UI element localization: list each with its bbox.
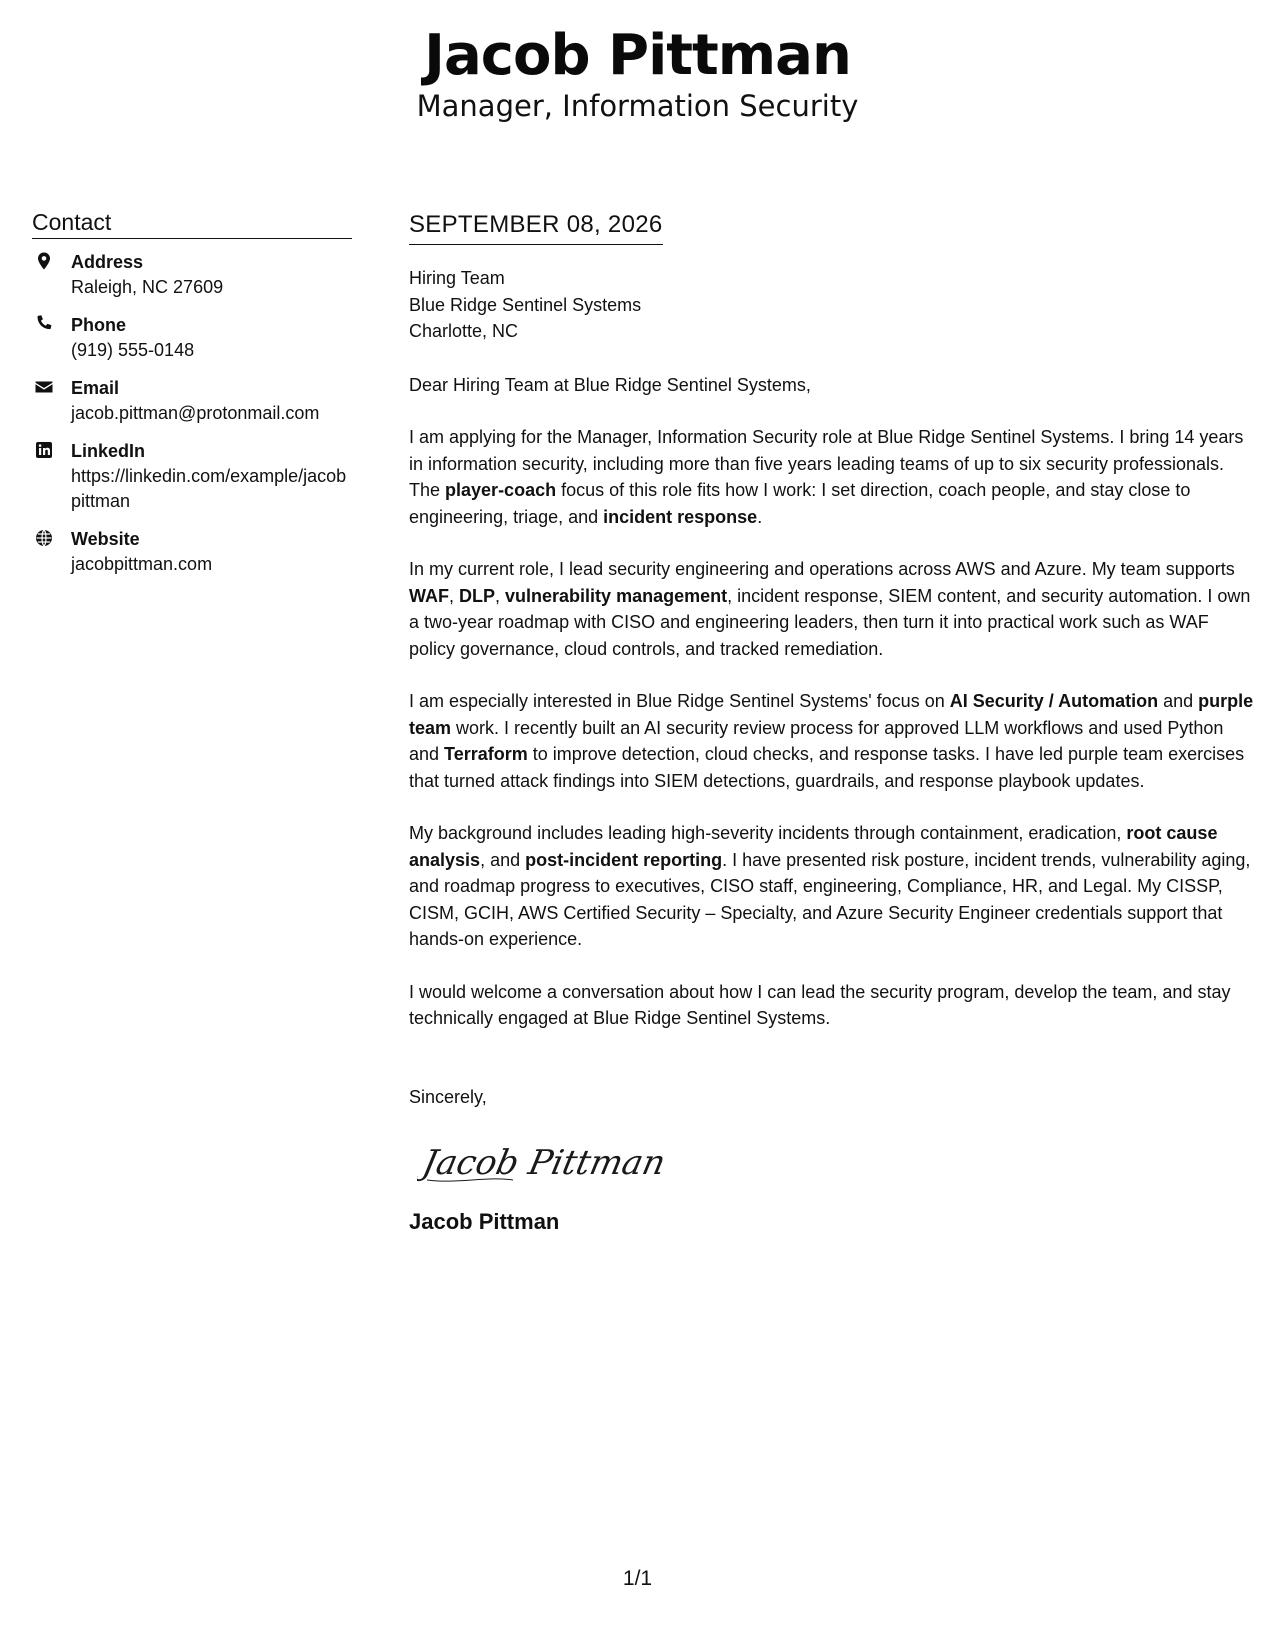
paragraph-text: work. I recently built an AI security review process for approved LLM workflows and used Python and <box>409 717 1224 764</box>
contact-item-email <box>32 375 352 426</box>
signer-name: Jacob Pittman <box>409 1209 560 1234</box>
signature-graphic <box>417 1136 677 1190</box>
recipient-line: Blue Ridge Sentinel Systems <box>409 294 642 315</box>
linkedin-label: LinkedIn <box>71 441 146 461</box>
signature-text: Jacob Pittman <box>419 1143 669 1183</box>
recipient-line: Charlotte, NC <box>409 321 519 341</box>
contact-item-linkedin <box>32 438 352 514</box>
body-paragraph-2 <box>409 556 1255 662</box>
emphasis-text: purple team <box>409 691 1254 738</box>
paragraph-text: My background includes leading high-severity incidents through containment, eradication, <box>409 823 1127 843</box>
contact-item-phone <box>32 312 352 363</box>
paragraph-text: I am applying for the Manager, Information Security role at Blue Ridge Sentinel Systems. I bring 14 years in information security, including more than five years leading teams of up to six security professionals. The <box>409 427 1244 500</box>
map-pin-icon <box>34 251 54 271</box>
emphasis-text: Terraform <box>444 744 528 764</box>
body-paragraph-5 <box>409 979 1255 1032</box>
email-icon <box>34 377 54 397</box>
paragraph-text: and <box>1158 691 1199 711</box>
paragraph-text: to improve detection, cloud checks, and response tasks. I have led purple team exercises that turned attack findings into SIEM detections, guardrails, and response playbook updates. <box>409 744 1245 791</box>
page-number: 1/1 <box>622 1567 653 1590</box>
applicant-name: Jacob Pittman <box>424 23 851 88</box>
emphasis-text: root cause analysis <box>409 823 1218 870</box>
address-value: Raleigh, NC 27609 <box>71 277 224 297</box>
paragraph-text: In my current role, I lead security engineering and operations across AWS and Azure. My team supports <box>409 559 1235 579</box>
contact-item-address <box>32 249 352 300</box>
paragraph-text: , incident response, SIEM content, and security automation. I own a two-year roadmap with CISO and engineering leaders, then turn it into practical work such as WAF policy governance, cloud controls, and tracked remediation. <box>409 585 1251 659</box>
letter-header <box>0 24 1275 124</box>
website-label: Website <box>71 529 140 549</box>
emphasis-text: incident response <box>603 506 758 527</box>
paragraph-text: focus of this role fits how I work: I set direction, coach people, and stay close to engineering, triage, and <box>409 480 1191 527</box>
email-value[interactable]: jacob.pittman@protonmail.com <box>71 403 320 423</box>
body-paragraph-1 <box>409 424 1255 530</box>
closing: Sincerely, <box>409 1086 487 1107</box>
phone-label: Phone <box>71 315 127 335</box>
body-paragraph-3 <box>409 688 1255 794</box>
contact-item-website <box>32 526 352 577</box>
handwritten-signature <box>417 1136 677 1190</box>
paragraph-text: , and <box>480 849 526 870</box>
paragraph-text: , <box>495 585 506 606</box>
recipient-block <box>409 265 1255 345</box>
emphasis-text: DLP <box>459 585 496 606</box>
letter-date: SEPTEMBER 08, 2026 <box>409 210 663 245</box>
paragraph-text: I would welcome a conversation about how I can lead the security program, develop the team, and stay technically engaged at Blue Ridge Sentinel Systems. <box>409 981 1231 1028</box>
contact-heading: Contact <box>32 208 352 239</box>
body-paragraph-4 <box>409 820 1255 953</box>
emphasis-text: WAF <box>409 585 449 606</box>
contact-sidebar <box>32 208 352 589</box>
phone-value: (919) 555-0148 <box>71 340 195 360</box>
salutation: Dear Hiring Team at Blue Ridge Sentinel Systems, <box>409 374 811 395</box>
letter-body <box>409 210 1255 1236</box>
paragraph-text: . I have presented risk posture, incident trends, vulnerability aging, and roadmap progress to executives, CISO staff, engineering, Compliance, HR, and Legal. My CISSP, CISM, GCIH, AWS Certified Security – Specialty, and Azure Security Engineer credentials support that hands-on experience. <box>409 849 1251 949</box>
address-label: Address <box>71 252 144 272</box>
globe-icon <box>34 528 54 548</box>
phone-icon <box>34 314 54 334</box>
recipient-line: Hiring Team <box>409 268 505 288</box>
emphasis-text: player-coach <box>445 480 557 500</box>
linkedin-value[interactable]: https://linkedin.com/example/jacobpittman <box>71 466 347 511</box>
emphasis-text: post-incident reporting <box>525 849 723 870</box>
emphasis-text: vulnerability management <box>505 585 728 606</box>
paragraph-text: . <box>757 506 763 527</box>
applicant-title: Manager, Information Security <box>416 89 859 123</box>
email-label: Email <box>71 378 120 398</box>
emphasis-text: AI Security / Automation <box>949 691 1159 711</box>
paragraph-text: I am especially interested in Blue Ridge Sentinel Systems' focus on <box>409 691 950 711</box>
linkedin-icon <box>34 440 54 460</box>
website-value[interactable]: jacobpittman.com <box>71 554 213 574</box>
paragraph-text: , <box>449 585 460 606</box>
